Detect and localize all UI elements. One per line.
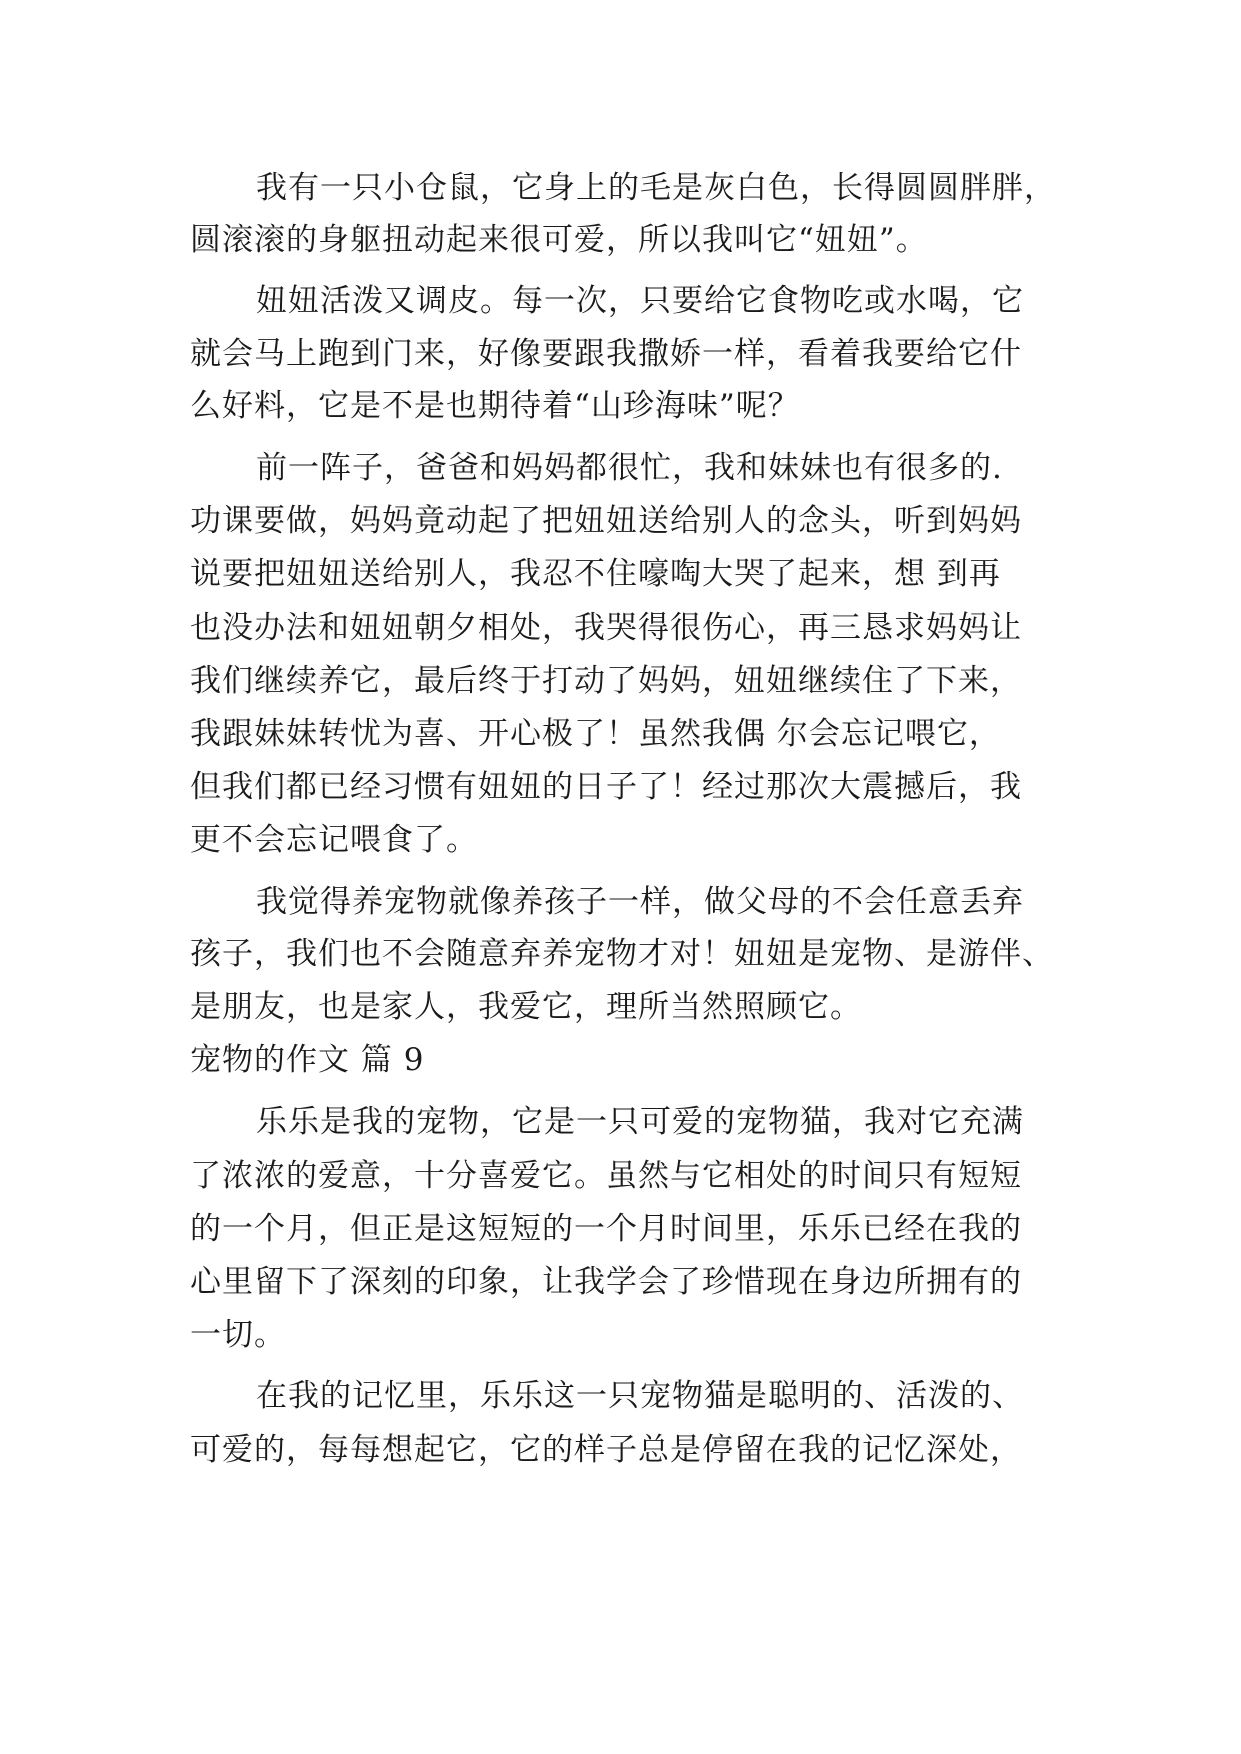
paragraph-line: 妞妞活泼又调皮。每一次，只要给它食物吃或水喝，它 xyxy=(256,283,1024,319)
section-heading: 宠物的作文 篇 9 xyxy=(190,1042,425,1078)
paragraph-line: 在我的记忆里，乐乐这一只宠物猫是聪明的、活泼的、 xyxy=(256,1378,1024,1414)
paragraph-line: 我觉得养宠物就像养孩子一样，做父母的不会任意丢弃 xyxy=(256,884,1024,920)
paragraph-line: 我跟妹妹转忧为喜、开心极了！虽然我偶 尔会忘记喂它， xyxy=(190,716,1001,752)
paragraph-line: 的一个月，但正是这短短的一个月时间里，乐乐已经在我的 xyxy=(190,1211,1022,1247)
paragraph-line: 乐乐是我的宠物，它是一只可爱的宠物猫，我对它充满 xyxy=(256,1104,1024,1140)
paragraph-line: 我有一只小仓鼠，它身上的毛是灰白色，长得圆圆胖胖， xyxy=(256,170,1056,206)
paragraph-line: 是朋友，也是家人，我爱它，理所当然照顾它。 xyxy=(190,989,862,1025)
paragraph-line: 前一阵子，爸爸和妈妈都很忙，我和妹妹也有很多的. xyxy=(256,450,1003,486)
paragraph-line: 也没办法和妞妞朝夕相处，我哭得很伤心，再三恳求妈妈让 xyxy=(190,610,1022,646)
paragraph-line: 孩子，我们也不会随意弃养宠物才对！妞妞是宠物、是游伴、 xyxy=(190,936,1054,972)
paragraph-line: 更不会忘记喂食了。 xyxy=(190,822,478,858)
paragraph-line: 可爱的，每每想起它，它的样子总是停留在我的记忆深处， xyxy=(190,1432,1022,1468)
paragraph-line: 说要把妞妞送给别人，我忍不住嚎啕大哭了起来，想 到再 xyxy=(190,556,1001,592)
paragraph-line: 么好料，它是不是也期待着“山珍海味”呢？ xyxy=(190,388,800,424)
paragraph-line: 就会马上跑到门来，好像要跟我撒娇一样，看着我要给它什 xyxy=(190,336,1022,372)
paragraph-line: 圆滚滚的身躯扭动起来很可爱，所以我叫它“妞妞”。 xyxy=(190,222,928,258)
paragraph-line: 了浓浓的爱意，十分喜爱它。虽然与它相处的时间只有短短 xyxy=(190,1158,1022,1194)
paragraph-line: 一切。 xyxy=(190,1317,286,1353)
paragraph-line: 但我们都已经习惯有妞妞的日子了！经过那次大震撼后，我 xyxy=(190,769,1022,805)
paragraph-line: 我们继续养它，最后终于打动了妈妈，妞妞继续住了下来， xyxy=(190,663,1022,699)
paragraph-line: 功课要做，妈妈竟动起了把妞妞送给别人的念头，听到妈妈 xyxy=(190,503,1022,539)
paragraph-line: 心里留下了深刻的印象，让我学会了珍惜现在身边所拥有的 xyxy=(190,1264,1022,1300)
